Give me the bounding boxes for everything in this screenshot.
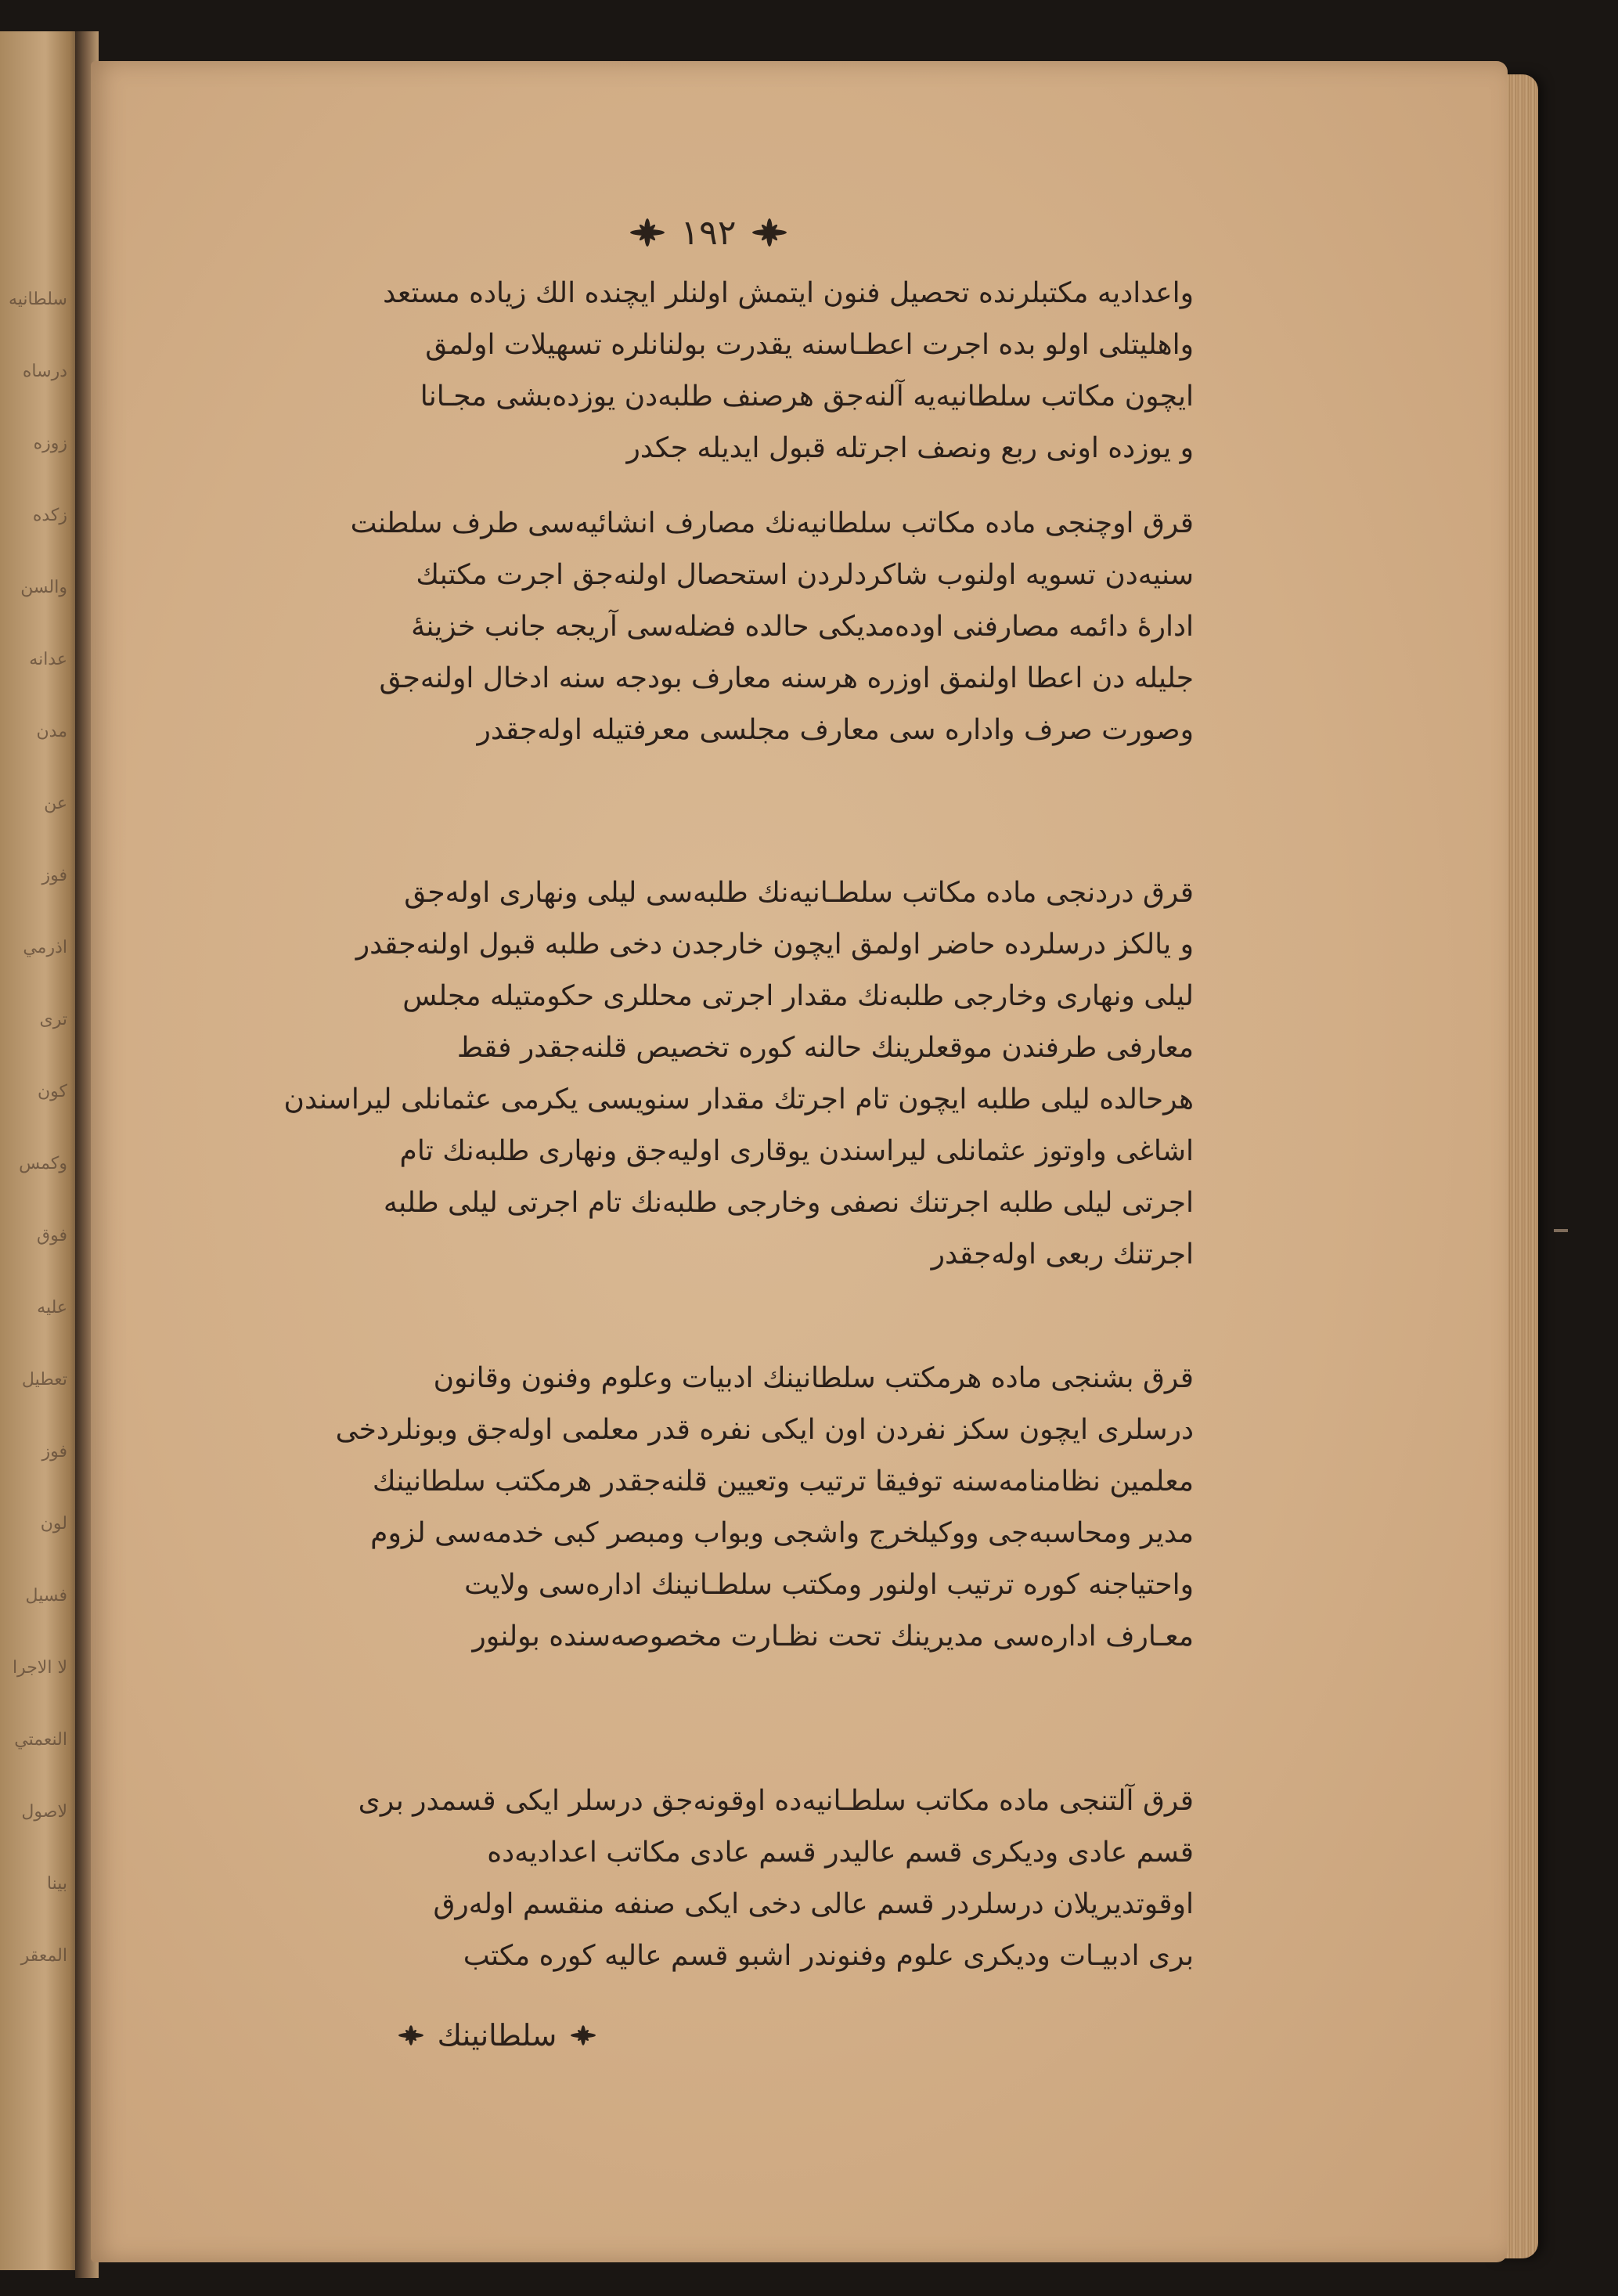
text-line: قرق اوچنجى ماده مكاتب سلطانيه‌نك مصارف انشائيه‌سى طرف سلطنت bbox=[350, 507, 1194, 539]
left-page-fragment: لون bbox=[40, 1514, 67, 1534]
text-line: قسم عادى وديكرى قسم عاليدر قسم عادى مكاتب اعداديه‌ده bbox=[487, 1836, 1194, 1869]
left-page-fragment: اذرمي bbox=[23, 938, 67, 957]
text-line: واحتياجنه كوره ترتيب اولنور ومكتب سلطـانينك اداره‌سى ولايت bbox=[464, 1569, 1194, 1601]
left-page-fragment: مدن bbox=[36, 722, 67, 741]
left-page-fragment: عدانه bbox=[29, 650, 67, 669]
paragraph-1 bbox=[223, 268, 1194, 474]
left-page-fragment: لاصول bbox=[21, 1802, 67, 1822]
page-number: ١٩٢ bbox=[680, 212, 737, 253]
text-line: و يالكز درسلرده حاضر اولمق ايچون خارجدن دخى طلبه قبول اولنه‌جقدر bbox=[355, 928, 1194, 961]
text-line: اجرتى ليلى طلبه اجرتنك نصفى وخارجى طلبه‌نك تام اجرتى ليلى طلبه bbox=[383, 1187, 1194, 1219]
text-line: اجرتنك ربعى اوله‌جقدر bbox=[931, 1238, 1194, 1271]
paragraph-5 bbox=[223, 1775, 1194, 1982]
text-line: اداره‌ٔ دائمه مصارفنى اوده‌مديكى حالده فضله‌سى آريجه جانب خزينهٔ bbox=[411, 611, 1194, 643]
paragraph-2 bbox=[223, 498, 1194, 756]
left-page-fragment: بينا bbox=[46, 1874, 67, 1894]
left-page-fragment: ترى bbox=[39, 1010, 67, 1029]
text-line: مدير ومحاسبه‌جى ووكيلخرج واشجى وبواب ومبصر كبى خدمه‌سى لزوم bbox=[370, 1517, 1194, 1549]
text-line: معلمين نظامنامه‌سنه توفيقا ترتيب وتعيين قلنه‌جقدر هرمكتب سلطانينك bbox=[372, 1465, 1194, 1498]
text-line: هرحالده ليلى طلبه ايچون تام اجرتك مقدار سنويسى يكرمى عثمانلى ليراسندن bbox=[283, 1083, 1194, 1116]
text-line: برى ادبيـات وديكرى علوم وفنوندر اشبو قسم عاليه كوره مكتب bbox=[463, 1940, 1194, 1972]
floral-ornament-icon bbox=[568, 2020, 599, 2051]
left-page-fragment: سلطانيه bbox=[8, 290, 67, 309]
text-line: قرق آلتنجى ماده مكاتب سلطـانيه‌ده اوقونه‌جق درسلر ايكى قسمدر برى bbox=[358, 1785, 1194, 1817]
left-page-fragment: فوق bbox=[37, 1226, 67, 1245]
text-line: قرق دردنجى ماده مكاتب سلطـانيه‌نك طلبه‌سى ليلى ونهارى اوله‌جق bbox=[404, 877, 1194, 909]
margin-mark bbox=[1554, 1229, 1568, 1232]
text-line: قرق بشنجى ماده هرمكتب سلطانينك ادبيات وعلوم وفنون وقانون bbox=[433, 1362, 1194, 1394]
page-header bbox=[618, 205, 798, 260]
left-page-fragment: وكمس bbox=[19, 1154, 67, 1173]
text-line: جليله دن اعطا اولنمق اوزره هرسنه معارف بودجه سنه ادخال اولنه‌جق bbox=[379, 662, 1194, 694]
left-page-edge bbox=[0, 31, 82, 2270]
text-line: درسلرى ايچون سكز نفردن اون ايكى نفره قدر معلمى اوله‌جق وبونلردخى bbox=[335, 1414, 1194, 1446]
text-line: اوقوتديريلان درسلردر قسم عالى دخى ايكى صنفه منقسم اوله‌رق bbox=[433, 1888, 1194, 1920]
left-page-fragment: عليه bbox=[37, 1298, 67, 1317]
left-page-fragment: المعقر bbox=[20, 1946, 67, 1966]
left-page-fragment: كون bbox=[38, 1082, 67, 1101]
text-line: معارفى طرفندن موقعلرينك حالنه كوره تخصيص قلنه‌جقدر فقط bbox=[456, 1032, 1194, 1064]
left-page-fragment: درساه bbox=[22, 362, 67, 381]
left-page-fragment: فسيل bbox=[25, 1586, 67, 1606]
floral-ornament-icon bbox=[628, 213, 667, 252]
left-page-fragment: لا الاجرا bbox=[12, 1658, 67, 1678]
left-page-fragment: النعمتي bbox=[14, 1730, 67, 1750]
text-line: اشاغى واوتوز عثمانلى ليراسندن يوقارى اوليه‌جق ونهارى طلبه‌نك تام bbox=[399, 1135, 1194, 1167]
floral-ornament-icon bbox=[750, 213, 789, 252]
left-page-fragment: فوز bbox=[41, 1442, 67, 1462]
left-page-fragment: فوز bbox=[41, 866, 67, 885]
text-line: ايچون مكاتب سلطانيه‌يه آلنه‌جق هرصنف طلبه‌دن يوزده‌بشى مجـانا bbox=[420, 380, 1194, 413]
text-line: وصورت صرف واداره سى معارف مجلسى معرفتيله اوله‌جقدر bbox=[477, 714, 1194, 746]
catchword-text: سلطانينك bbox=[437, 2018, 557, 2053]
left-page-fragment: والسن bbox=[20, 578, 67, 597]
left-page-fragment: عن bbox=[44, 794, 67, 813]
text-line: و يوزده اونى ربع ونصف اجرتله قبول ايديله جكدر bbox=[626, 432, 1194, 464]
text-line: معـارف اداره‌سى مديرينك تحت نظـارت مخصوصه‌سنده بولنور bbox=[472, 1620, 1194, 1653]
paragraph-4 bbox=[223, 1353, 1194, 1663]
catchword bbox=[368, 2008, 626, 2063]
text-line: ليلى ونهارى وخارجى طلبه‌نك مقدار اجرتى محللرى حكومتيله مجلس bbox=[402, 980, 1194, 1012]
paragraph-3 bbox=[223, 867, 1194, 1281]
left-page-fragment: زكده bbox=[32, 506, 67, 525]
text-line: واعداديه مكتبلرنده تحصيل فنون ايتمش اولنلر ايچنده الك زياده مستعد bbox=[383, 277, 1194, 309]
left-page-fragment: تعطيل bbox=[21, 1370, 67, 1389]
text-line: سنيه‌دن تسويه اولنوب شاكردلردن استحصال اولنه‌جق اجرت مكتبك bbox=[416, 559, 1194, 591]
left-page-fragment: زوزه bbox=[33, 434, 67, 453]
text-line: واهليتلى اولو بده اجرت اعطـاسنه يقدرت بولنانلره تسهيلات اولمق bbox=[425, 329, 1194, 361]
floral-ornament-icon bbox=[395, 2020, 427, 2051]
